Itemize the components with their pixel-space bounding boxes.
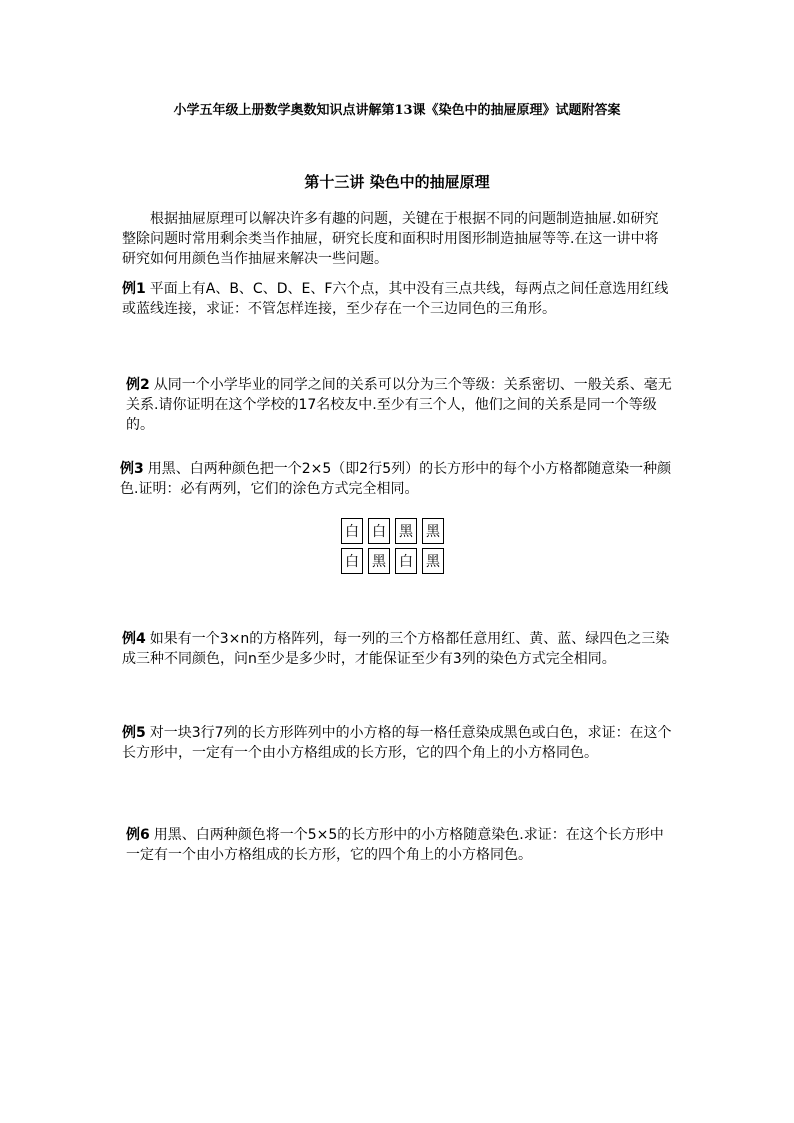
example-label: 例4	[122, 631, 146, 647]
grid-cell: 黑	[422, 548, 444, 574]
example-label: 例6	[126, 827, 150, 843]
example-text: 从同一个小学毕业的同学之间的关系可以分为三个等级：关系密切、一般关系、毫无关系.请你证明在这个学校的17名校友中.至少有三个人，他们之间的关系是同一个等级的。	[126, 377, 672, 433]
example-2	[126, 375, 672, 435]
example-6	[126, 825, 672, 865]
example-text: 用黑、白两种颜色将一个5×5的长方形中的小方格随意染色.求证：在这个长方形中一定有一个由小方格组成的长方形，它的四个角上的小方格同色。	[126, 827, 664, 863]
example-label: 例2	[126, 377, 150, 393]
example-1	[122, 279, 672, 319]
grid-cell: 白	[341, 518, 363, 544]
example-label: 例5	[122, 725, 146, 741]
grid-cell: 白	[341, 548, 363, 574]
section-title: 第十三讲 染色中的抽屉原理	[304, 173, 490, 191]
example-3	[120, 459, 672, 499]
example-text: 平面上有A、B、C、D、E、F六个点，其中没有三点共线，每两点之间任意选用红线或蓝线连接，求证：不管怎样连接，至少存在一个三边同色的三角形。	[122, 281, 669, 317]
grid-cell: 黑	[422, 518, 444, 544]
example-label: 例3	[120, 461, 144, 477]
grid-cell: 白	[395, 548, 417, 574]
intro-paragraph: 根据抽屉原理可以解决许多有趣的问题，关键在于根据不同的问题制造抽屉.如研究整除问题时常用剩余类当作抽屉，研究长度和面积时用图形制造抽屉等等.在这一讲中将研究如何用颜色当作抽屉来解决一些问题。	[122, 211, 659, 267]
document-title: 小学五年级上册数学奥数知识点讲解第13课《染色中的抽屉原理》试题附答案	[173, 103, 621, 118]
example-text: 对一块3行7列的长方形阵列中的小方格的每一格任意染成黑色或白色，求证：在这个长方形中，一定有一个由小方格组成的长方形，它的四个角上的小方格同色。	[122, 725, 672, 761]
grid-cell: 黑	[368, 548, 390, 574]
color-grid	[341, 518, 449, 574]
grid-cell: 黑	[395, 518, 417, 544]
example-5	[122, 723, 672, 763]
example-text: 用黑、白两种颜色把一个2×5（即2行5列）的长方形中的每个小方格都随意染一种颜色.证明：必有两列，它们的涂色方式完全相同。	[120, 461, 672, 497]
example-4	[122, 629, 672, 669]
example-label: 例1	[122, 281, 146, 297]
example-text: 如果有一个3×n的方格阵列，每一列的三个方格都任意用红、黄、蓝、绿四色之三染成三种不同颜色，问n至少是多少时，才能保证至少有3列的染色方式完全相同。	[122, 631, 670, 667]
grid-cell: 白	[368, 518, 390, 544]
